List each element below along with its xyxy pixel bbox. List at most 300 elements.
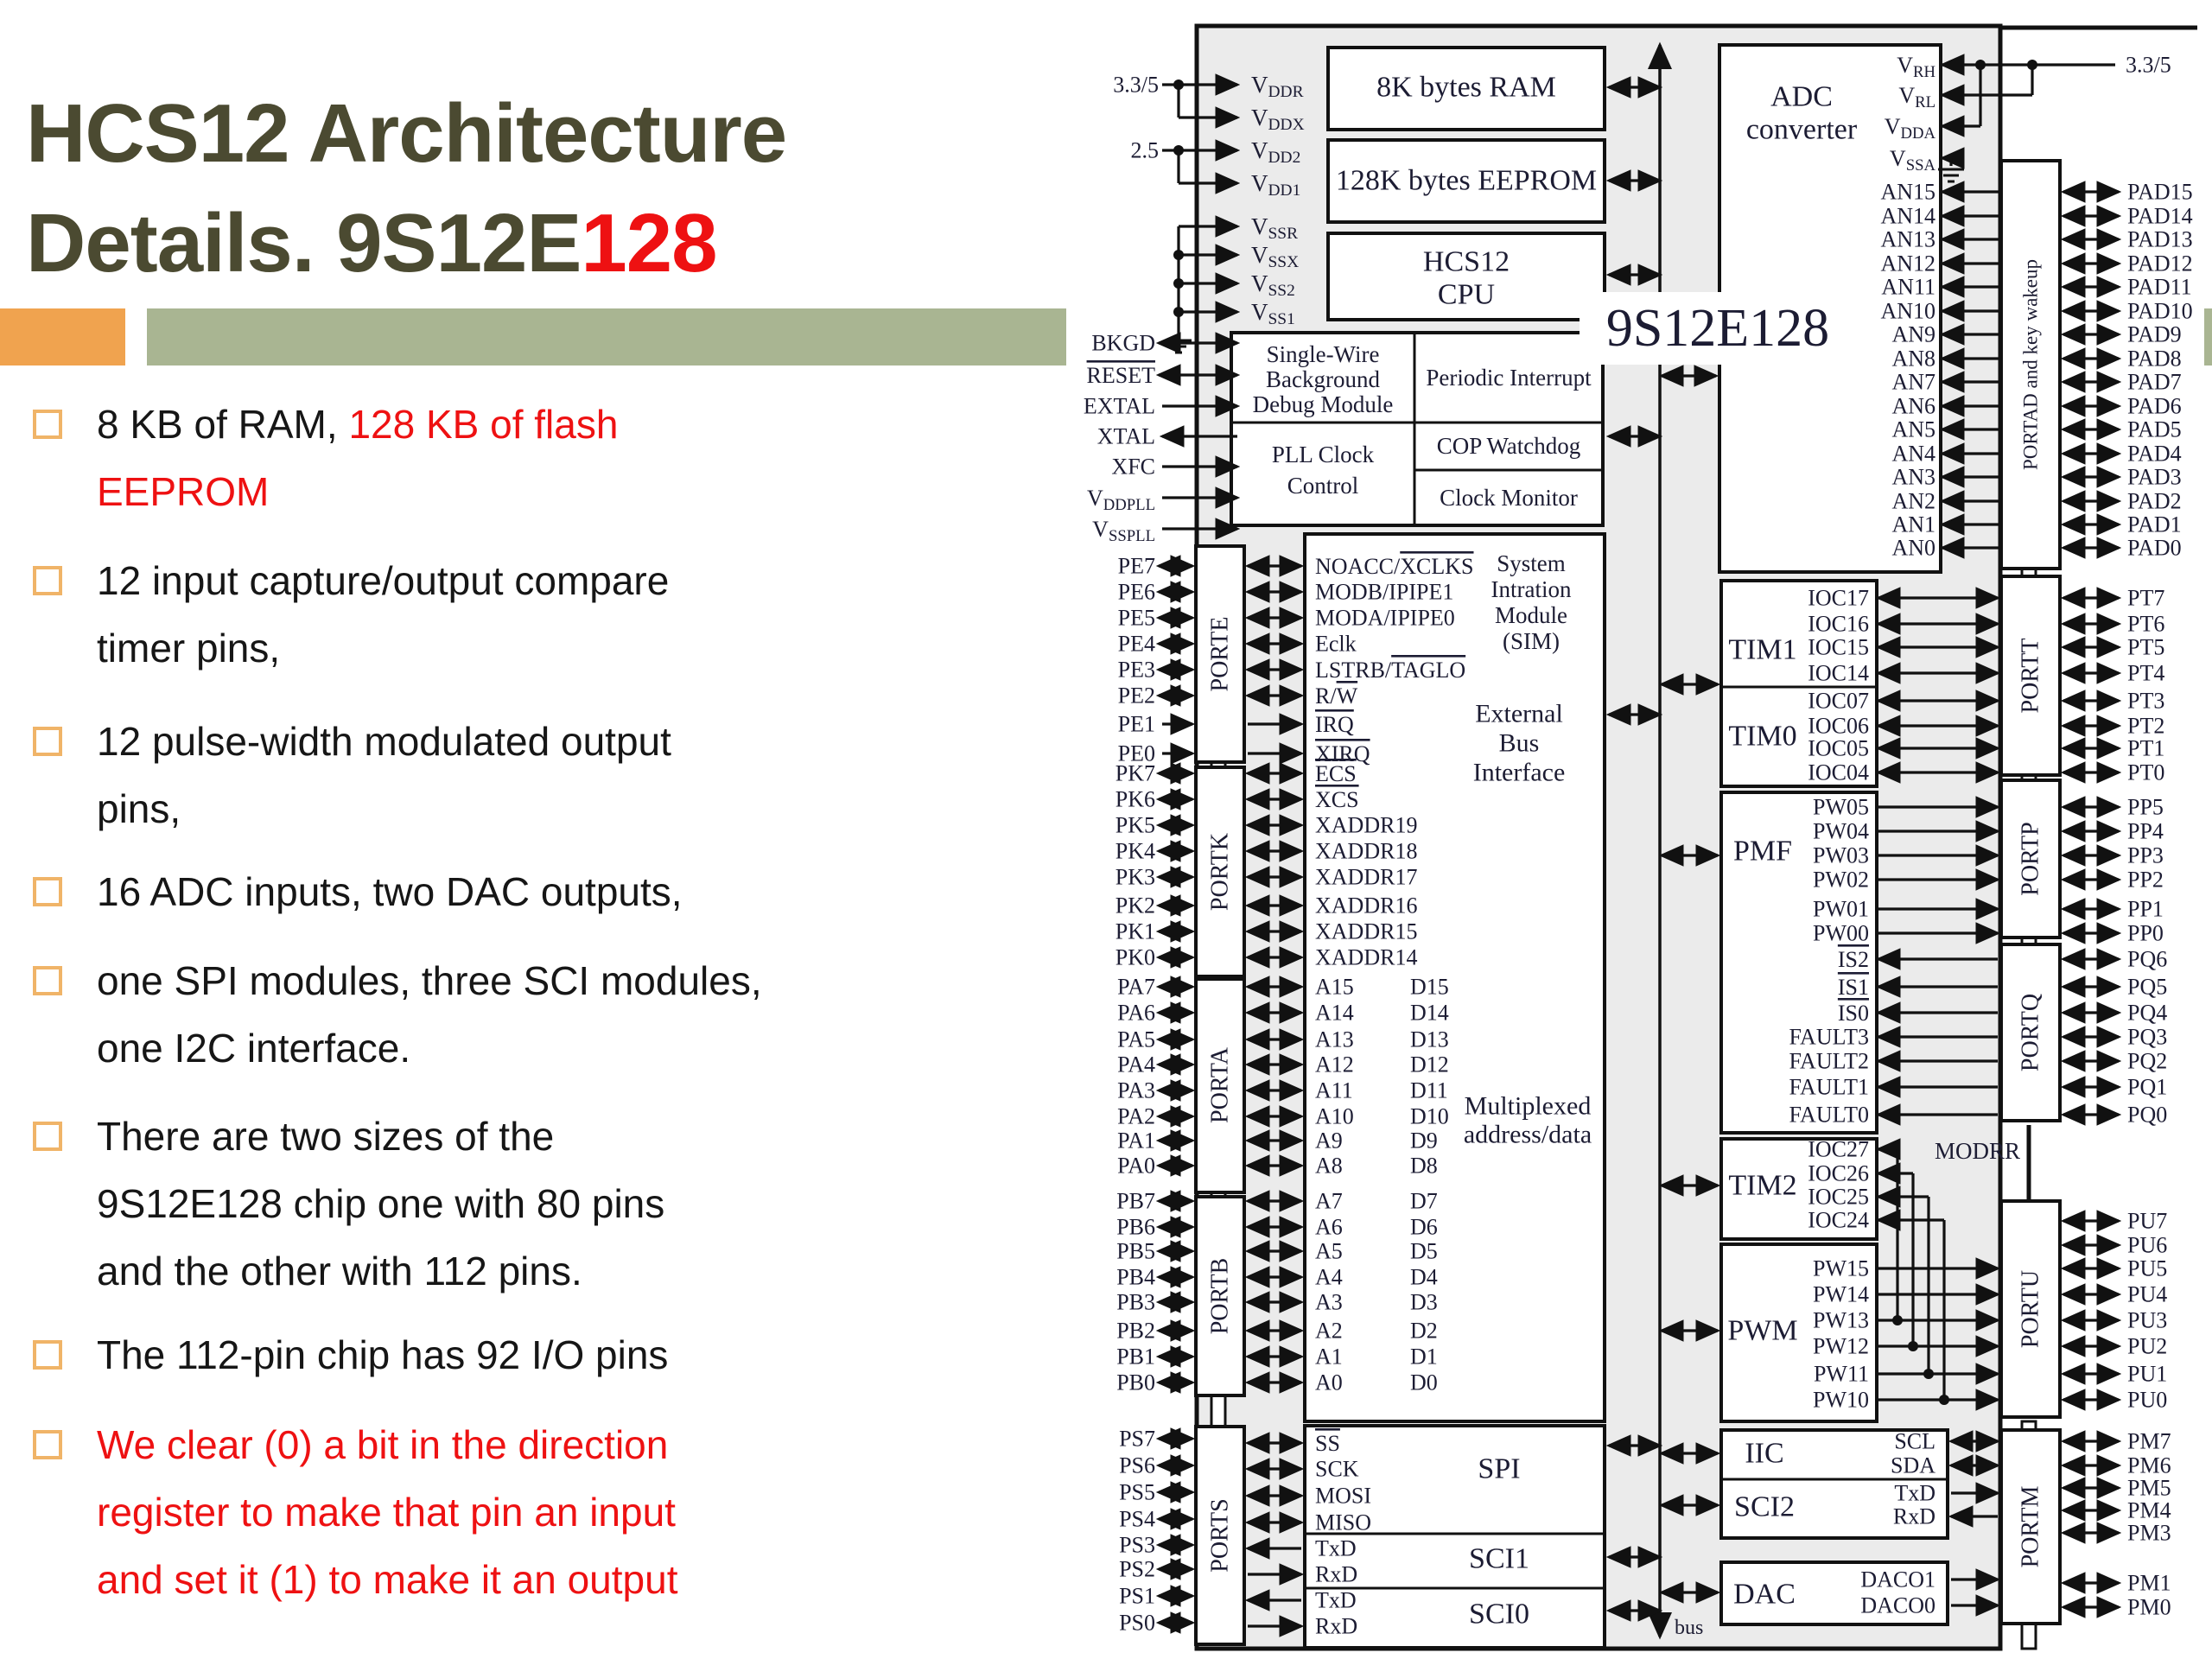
diagram-label: PB6 (1116, 1214, 1155, 1240)
diagram-label: TIM2 (1728, 1169, 1797, 1202)
diagram-label: PQ0 (2127, 1102, 2168, 1128)
diagram-label: AN5 (1891, 416, 1936, 442)
diagram-label: PLL Clock (1271, 442, 1375, 467)
diagram-label: PAD15 (2127, 179, 2193, 205)
diagram-label-part: IRQ (1315, 711, 1354, 737)
diagram-label: D6 (1410, 1214, 1438, 1240)
diagram-label: PAD2 (2127, 488, 2182, 514)
diagram-label-part: V (1898, 82, 1916, 108)
diagram-label: A10 (1315, 1103, 1354, 1129)
diagram-label: PP3 (2127, 842, 2164, 868)
diagram-label: PP4 (2127, 818, 2164, 844)
junction-dot (1173, 79, 1184, 90)
diagram-label: PT2 (2127, 713, 2165, 739)
diagram-label: Single-Wire (1266, 341, 1380, 367)
diagram-label: IOC27 (1808, 1136, 1869, 1162)
diagram-label-part: RESET (1086, 362, 1155, 388)
diagram-label-part: SS1 (1268, 309, 1295, 328)
diagram-label: PA7 (1117, 974, 1155, 1000)
diagram-label: 9S12E128 (1605, 299, 1830, 358)
diagram-label: AN13 (1880, 226, 1936, 252)
diagram-label: AN6 (1891, 393, 1936, 419)
diagram-label: IOC15 (1808, 634, 1869, 660)
diagram-label: PT4 (2127, 660, 2165, 686)
diagram-label: IOC04 (1808, 760, 1869, 785)
diagram-label: A12 (1315, 1052, 1354, 1077)
diagram-label: PB3 (1116, 1289, 1155, 1315)
bullet-text-segment: 12 pulse-width modulated output (97, 719, 671, 764)
diagram-label-part: LSTRB/ (1315, 657, 1392, 683)
diagram-label-part: IS1 (1837, 974, 1869, 1000)
diagram-label: XADDR19 (1315, 812, 1418, 838)
diagram-label: MODRR (1934, 1138, 2020, 1164)
diagram-label: MOSI (1315, 1483, 1372, 1509)
diagram-label: PAD10 (2127, 298, 2193, 324)
diagram-label: A4 (1315, 1264, 1343, 1290)
diagram-label: XFC (1111, 454, 1155, 480)
bullet-text-segment: EEPROM (97, 469, 270, 514)
diagram-label: A1 (1315, 1344, 1343, 1370)
diagram-label-part: SSX (1268, 252, 1300, 271)
port-label: PORTA (1206, 1047, 1234, 1123)
diagram-label-part: V (1884, 113, 1901, 139)
diagram-label: PA4 (1117, 1052, 1155, 1077)
diagram-label: PT6 (2127, 611, 2165, 637)
bullet-text-segment: one I2C interface. (97, 1026, 411, 1071)
diagram-label: TxD (1315, 1535, 1357, 1561)
bullet-text-segment: 128 KB of flash (348, 402, 619, 447)
diagram-label: TxD (1894, 1480, 1936, 1506)
junction-dot (1892, 1315, 1903, 1325)
diagram-label: PB4 (1116, 1264, 1155, 1290)
diagram-label: D8 (1410, 1153, 1438, 1179)
junction-dot (1975, 60, 1986, 70)
port-stub (1211, 1395, 1225, 1428)
diagram-label: PS7 (1119, 1426, 1155, 1452)
diagram-label: converter (1745, 113, 1858, 146)
junction-dot (1173, 307, 1184, 317)
diagram-label: RxD (1315, 1561, 1358, 1587)
diagram-label: XTAL (1096, 423, 1155, 449)
diagram-label (1838, 975, 1869, 1000)
diagram-label-part: SSPLL (1108, 526, 1155, 545)
diagram-label: PE7 (1117, 553, 1155, 579)
diagram-label: IOC05 (1808, 735, 1869, 761)
bullet-text-segment: 12 input capture/output compare (97, 558, 670, 603)
diagram-label: PW13 (1813, 1307, 1869, 1333)
diagram-label: PAD4 (2127, 441, 2182, 467)
diagram-label: PU4 (2127, 1281, 2168, 1307)
diagram-label: Intration (1491, 576, 1572, 602)
diagram-label: A15 (1315, 974, 1354, 1000)
diagram-label: AN2 (1891, 488, 1936, 514)
diagram-label: D12 (1410, 1052, 1449, 1077)
diagram-label: COP Watchdog (1436, 433, 1581, 459)
diagram-label: CPU (1437, 278, 1496, 311)
diagram-label: A3 (1315, 1289, 1343, 1315)
port-label: PORTQ (2017, 993, 2044, 1072)
diagram-label: PP1 (2127, 896, 2164, 922)
diagram-label (1315, 1431, 1340, 1456)
bullet-text-segment: There are two sizes of the (97, 1114, 555, 1159)
diagram-label-part: V (1897, 52, 1914, 78)
diagram-label: PAD3 (2127, 464, 2182, 490)
diagram-label (1315, 554, 1474, 579)
diagram-label (1315, 761, 1357, 786)
diagram-label: PA6 (1117, 1000, 1155, 1026)
diagram-label: PU7 (2127, 1208, 2168, 1234)
port-label: PORTE (1206, 616, 1234, 692)
diagram-label: D3 (1410, 1289, 1438, 1315)
diagram-label: PQ4 (2127, 1000, 2168, 1026)
diagram-label: IOC16 (1808, 611, 1869, 637)
diagram-label: PQ3 (2127, 1024, 2168, 1050)
diagram-label: A8 (1315, 1153, 1343, 1179)
diagram-label-part: DD1 (1268, 181, 1301, 200)
diagram-label: A13 (1315, 1027, 1354, 1052)
diagram-label: D9 (1410, 1128, 1438, 1154)
junction-dot (1173, 278, 1184, 289)
diagram-label-part: V (1889, 145, 1906, 171)
diagram-label: XADDR15 (1315, 918, 1418, 944)
diagram-label: TxD (1315, 1587, 1357, 1613)
diagram-label: PS5 (1119, 1479, 1155, 1505)
diagram-label: IOC07 (1808, 688, 1869, 714)
diagram-label-part: V (1251, 242, 1268, 268)
diagram-label: AN14 (1880, 203, 1936, 229)
diagram-label: PW05 (1813, 794, 1869, 820)
diagram-label: Interface (1472, 758, 1566, 787)
diagram-label: A6 (1315, 1214, 1343, 1240)
diagram-label: 3.3/5 (2126, 52, 2171, 78)
diagram-label: MISO (1315, 1510, 1372, 1535)
junction-dot (1173, 250, 1184, 260)
bullet-text-segment: 16 ADC inputs, two DAC outputs, (97, 869, 683, 914)
diagram-label: PAD5 (2127, 416, 2182, 442)
diagram-label: PAD6 (2127, 393, 2182, 419)
diagram-label: 128K bytes EEPROM (1335, 164, 1598, 197)
bullet-text-segment: 9S12E128 chip one with 80 pins (97, 1181, 665, 1226)
diagram-label: A7 (1315, 1188, 1343, 1214)
diagram-label: PA0 (1117, 1153, 1155, 1179)
diagram-label: SCI0 (1469, 1598, 1529, 1630)
diagram-label: PE4 (1117, 631, 1155, 657)
diagram-label: PAD12 (2127, 251, 2193, 276)
diagram-label: A11 (1315, 1077, 1353, 1103)
diagram-label: PA5 (1117, 1027, 1155, 1052)
diagram-label (1838, 947, 1869, 972)
diagram-label: HCS12 (1422, 245, 1510, 278)
diagram-label: DACO0 (1860, 1592, 1936, 1618)
diagram-label-part: V (1251, 213, 1268, 239)
bullet-text-segment: and the other with 112 pins. (97, 1249, 582, 1294)
diagram-label: D10 (1410, 1103, 1449, 1129)
diagram-label: D5 (1410, 1238, 1438, 1264)
diagram-label: ADC (1770, 80, 1833, 113)
diagram-label: A9 (1315, 1128, 1343, 1154)
diagram-label: PW04 (1813, 818, 1869, 844)
diagram-label: PE5 (1117, 605, 1155, 631)
diagram-label: FAULT3 (1789, 1024, 1869, 1050)
diagram-label: TIM1 (1728, 633, 1797, 666)
diagram-label: D7 (1410, 1188, 1438, 1214)
diagram-label: D4 (1410, 1264, 1438, 1290)
diagram-label: PE0 (1117, 741, 1155, 766)
diagram-label-part: IS0 (1837, 1000, 1869, 1026)
diagram-label: PK3 (1115, 864, 1155, 890)
diagram-label: External (1475, 699, 1563, 728)
diagram-label: IIC (1745, 1437, 1784, 1470)
diagram-label: PQ6 (2127, 946, 2168, 972)
diagram-label-part: SS2 (1268, 281, 1295, 300)
junction-dot (1173, 145, 1184, 156)
diagram-label: PM0 (2127, 1594, 2171, 1620)
diagram-label: SCK (1315, 1456, 1359, 1482)
diagram-label: PT7 (2127, 585, 2165, 611)
diagram-label: PB0 (1116, 1370, 1155, 1395)
diagram-label: AN8 (1891, 346, 1936, 372)
diagram-label: System (1497, 550, 1566, 576)
diagram-label: AN15 (1880, 179, 1936, 205)
diagram-label: XADDR16 (1315, 893, 1418, 918)
diagram-label: AN12 (1880, 251, 1936, 276)
diagram-label: PK0 (1115, 944, 1155, 970)
diagram-label: PK5 (1115, 812, 1155, 838)
junction-dot (1923, 1369, 1934, 1379)
diagram-label: MODB/IPIPE1 (1315, 579, 1454, 605)
diagram-label-part: V (1251, 170, 1268, 196)
diagram-label-part: V (1251, 270, 1268, 296)
diagram-label: PM5 (2127, 1475, 2171, 1501)
port-label: PORTB (1206, 1257, 1234, 1335)
diagram-label: D14 (1410, 1000, 1449, 1026)
diagram-label: PA1 (1117, 1128, 1155, 1154)
diagram-label (1315, 658, 1465, 683)
diagram-label: XADDR18 (1315, 838, 1418, 864)
port-label: PORTU (2017, 1269, 2044, 1349)
diagram-label: address/data (1463, 1120, 1592, 1149)
diagram-label (1315, 787, 1359, 812)
diagram-label: 2.5 (1130, 137, 1159, 163)
diagram-label: IOC17 (1808, 585, 1869, 611)
diagram-label: TIM0 (1728, 720, 1797, 753)
diagram-label: AN7 (1891, 369, 1936, 395)
diagram-label: PAD13 (2127, 226, 2193, 252)
diagram-label: PM1 (2127, 1570, 2171, 1596)
diagram-label: PU1 (2127, 1361, 2168, 1387)
diagram-label: SCI2 (1734, 1491, 1795, 1523)
diagram-label: PW15 (1813, 1255, 1869, 1281)
diagram-label: PS3 (1119, 1532, 1155, 1558)
port-label: PORTK (1206, 832, 1234, 912)
diagram-label: PS2 (1119, 1556, 1155, 1582)
port-label: PORTP (2017, 822, 2044, 896)
diagram-label: Clock Monitor (1440, 485, 1578, 511)
diagram-label: A0 (1315, 1370, 1343, 1395)
diagram-label: PS0 (1119, 1610, 1155, 1636)
diagram-label-part: DDA (1900, 124, 1936, 143)
diagram-label: PT0 (2127, 760, 2165, 785)
diagram-label: IOC14 (1808, 660, 1869, 686)
diagram-label-part: V (1086, 485, 1103, 511)
diagram-label-part: DDX (1268, 115, 1305, 134)
diagram-label: PT5 (2127, 634, 2165, 660)
diagram-label: PS6 (1119, 1452, 1155, 1478)
diagram-label: PB1 (1116, 1344, 1155, 1370)
diagram-label (1315, 712, 1354, 737)
diagram-label: D11 (1410, 1077, 1448, 1103)
diagram-label: SDA (1890, 1452, 1936, 1478)
diagram-label: PU6 (2127, 1232, 2168, 1258)
diagram-label-part: R/ (1315, 683, 1337, 709)
diagram-label: PU0 (2127, 1387, 2168, 1413)
diagram-label: PAD9 (2127, 321, 2182, 347)
diagram-label: SCL (1894, 1428, 1936, 1454)
diagram-label: IOC24 (1808, 1207, 1869, 1233)
diagram-label: SPI (1478, 1452, 1521, 1485)
bullet-text-segment: 8 KB of RAM, (97, 402, 349, 447)
diagram-label: PQ2 (2127, 1048, 2168, 1074)
bullet-text-segment: one SPI modules, three SCI modules, (97, 958, 762, 1003)
diagram-label: (SIM) (1503, 628, 1560, 654)
port-label: PORTM (2017, 1485, 2044, 1568)
diagram-label (1087, 363, 1156, 388)
diagram-label-part: DDPLL (1103, 495, 1155, 514)
bullet-text-segment: register to make that pin an input (97, 1490, 676, 1535)
diagram-label-part: XCS (1315, 786, 1359, 812)
bullet-text-segment: and set it (1) to make it an output (97, 1557, 678, 1602)
diagram-label: AN10 (1880, 298, 1936, 324)
diagram-label: PW00 (1813, 920, 1869, 946)
junction-dot (1908, 1341, 1918, 1351)
diagram-label-part: ECS (1315, 760, 1357, 786)
diagram-label: PM3 (2127, 1520, 2171, 1546)
diagram-label: AN0 (1891, 535, 1936, 561)
diagram-label: 3.3/5 (1113, 72, 1159, 98)
diagram-label: PM7 (2127, 1428, 2171, 1454)
junction-dot (1939, 1395, 1949, 1405)
bullet-text-segment: timer pins, (97, 626, 281, 671)
title-line1: HCS12 Architecture (26, 87, 787, 181)
diagram-label: D0 (1410, 1370, 1438, 1395)
diagram-label: XADDR14 (1315, 944, 1418, 970)
diagram-label: PAD11 (2127, 274, 2192, 300)
diagram-label: EXTAL (1083, 393, 1155, 419)
diagram-label: PK4 (1115, 838, 1155, 864)
diagram-label: A5 (1315, 1238, 1343, 1264)
diagram-label: 8K bytes RAM (1376, 71, 1556, 104)
diagram-label: PW12 (1813, 1333, 1869, 1359)
diagram-label: Multiplexed (1464, 1091, 1592, 1121)
diagram-label-part: SSA (1905, 156, 1936, 175)
diagram-label: PAD14 (2127, 203, 2193, 229)
bullet-text-segment: The 112-pin chip has 92 I/O pins (97, 1332, 669, 1377)
diagram-label: RxD (1892, 1503, 1936, 1529)
diagram-label: PAD1 (2127, 512, 2182, 537)
diagram-label: PK1 (1115, 918, 1155, 944)
diagram-label: PQ1 (2127, 1074, 2168, 1100)
diagram-label: PU2 (2127, 1333, 2168, 1359)
diagram-label: Debug Module (1252, 391, 1394, 417)
diagram-label: PS1 (1119, 1583, 1155, 1609)
diagram-label: AN3 (1891, 464, 1936, 490)
junction-dot (2027, 60, 2037, 70)
diagram-label: Background (1266, 366, 1380, 392)
diagram-label: FAULT2 (1789, 1048, 1869, 1074)
diagram-label-part: SS (1315, 1430, 1340, 1456)
diagram-label: SCI1 (1469, 1542, 1529, 1575)
diagram-label: PK2 (1115, 893, 1155, 918)
bullet-text-segment: pins, (97, 786, 181, 831)
port-stub (2022, 1624, 2036, 1649)
port-label: PORTS (1206, 1498, 1234, 1573)
diagram-label: PQ5 (2127, 974, 2168, 1000)
diagram-label: PB7 (1116, 1188, 1155, 1214)
diagram-label: PW14 (1813, 1281, 1869, 1307)
diagram-label (1838, 1001, 1869, 1026)
diagram-label: PAD7 (2127, 369, 2182, 395)
diagram-label: Control (1287, 473, 1359, 499)
diagram-label: Periodic Interrupt (1426, 365, 1592, 391)
diagram-label: BKGD (1091, 330, 1155, 356)
diagram-label: PU3 (2127, 1307, 2168, 1333)
diagram-label: Module (1495, 602, 1567, 628)
diagram-label: PWM (1727, 1314, 1798, 1347)
diagram-label: AN4 (1891, 441, 1936, 467)
diagram-label: RxD (1315, 1613, 1358, 1639)
diagram-label: PP2 (2127, 867, 2164, 893)
diagram-label: IOC25 (1808, 1184, 1869, 1210)
diagram-label: PA3 (1117, 1077, 1155, 1103)
diagram-label (1315, 683, 1358, 709)
diagram-label-part: IS2 (1837, 946, 1869, 972)
diagram-label: MODA/IPIPE0 (1315, 605, 1455, 631)
diagram-label: AN11 (1881, 274, 1936, 300)
diagram-label-part: NOACC/ (1315, 553, 1401, 579)
diagram-label-part: XCLKS (1400, 553, 1474, 579)
diagram-label: PA2 (1117, 1103, 1155, 1129)
diagram-label: FAULT0 (1789, 1102, 1869, 1128)
diagram-label-part: W (1336, 683, 1358, 709)
diagram-label-part: DD2 (1268, 148, 1301, 167)
diagram-label: PE1 (1117, 711, 1155, 737)
diagram-label-part: SSR (1268, 224, 1299, 243)
diagram-label: bus (1675, 1617, 1704, 1639)
diagram-label: PM6 (2127, 1452, 2171, 1478)
diagram-label-part: V (1092, 516, 1109, 542)
bullet-text-segment: We clear (0) a bit in the direction (97, 1422, 669, 1467)
diagram-label: PMF (1732, 835, 1793, 868)
diagram-label: PE2 (1117, 683, 1155, 709)
diagram-label: FAULT1 (1789, 1074, 1869, 1100)
diagram-label: PW10 (1813, 1387, 1869, 1413)
diagram-label: A2 (1315, 1318, 1343, 1344)
diagram-label: AN9 (1891, 321, 1936, 347)
diagram-label-part: V (1251, 137, 1268, 163)
diagram-label-part: V (1251, 72, 1268, 98)
diagram-label: AN1 (1891, 512, 1936, 537)
diagram-label: PK6 (1115, 786, 1155, 812)
diagram-label-part: V (1251, 105, 1268, 130)
diagram-label: PAD0 (2127, 535, 2182, 561)
diagram-label: PW02 (1813, 867, 1869, 893)
port-label: PORTAD and key wakeup (2019, 259, 2042, 470)
diagram-label: PM4 (2127, 1497, 2171, 1523)
diagram-label: PAD8 (2127, 346, 2182, 372)
diagram-label: A14 (1315, 1000, 1354, 1026)
diagram-label: DAC (1733, 1578, 1796, 1611)
diagram-label: PT1 (2127, 735, 2165, 761)
